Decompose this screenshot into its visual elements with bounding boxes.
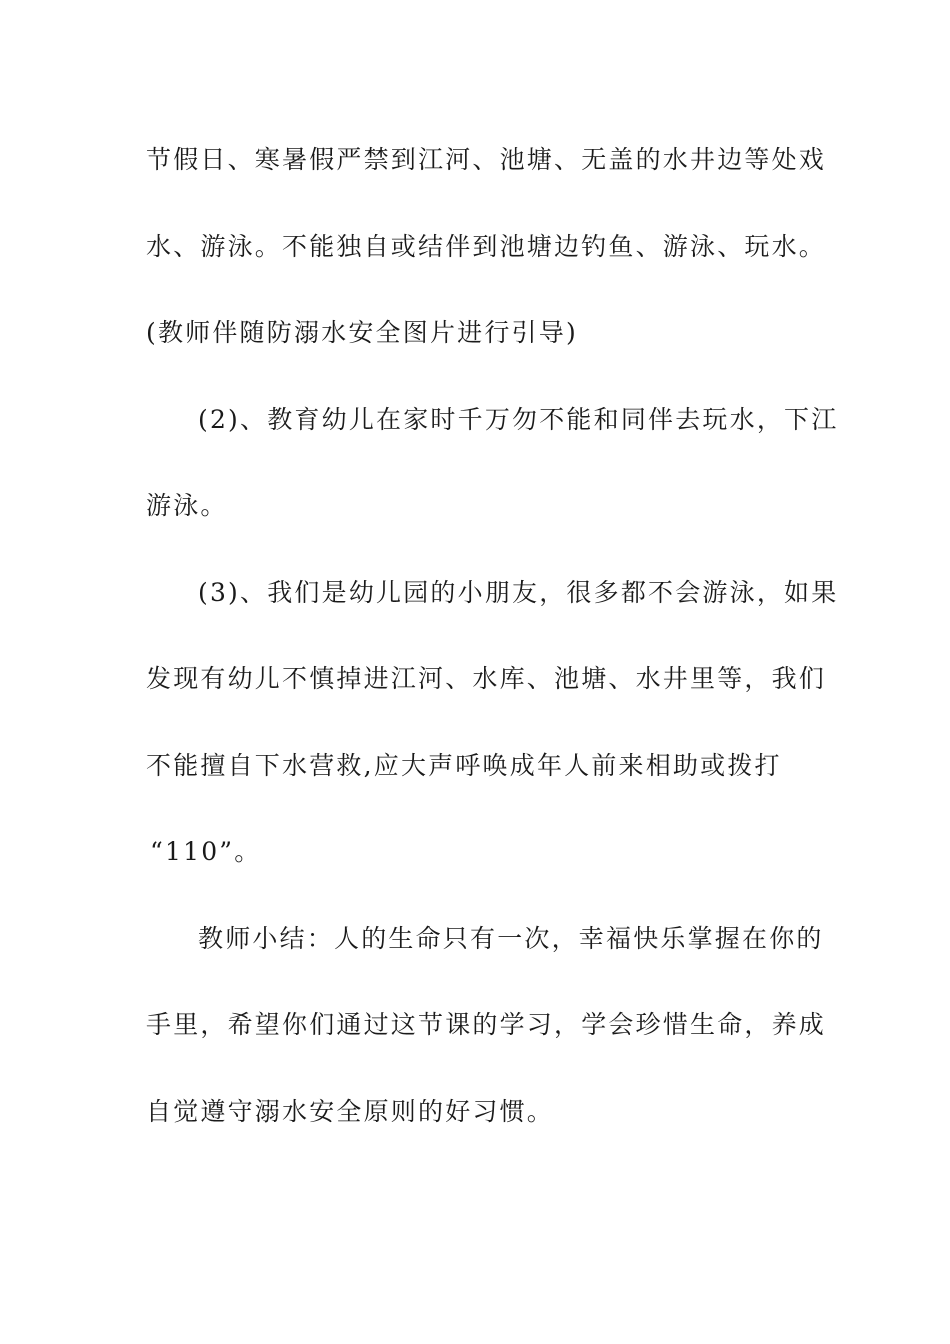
paragraph-line: 发现有幼儿不慎掉进江河、水库、池塘、水井里等，我们 [146, 664, 827, 693]
paragraph-line: 自觉遵守溺水安全原则的好习惯。 [146, 1097, 555, 1126]
paragraph-line: 水、游泳。不能独自或结伴到池塘边钓鱼、游泳、玩水。 [146, 232, 827, 261]
paragraph-line: 教师小结：人的生命只有一次，幸福快乐掌握在你的 [198, 924, 824, 953]
paragraph-line: “110”。 [150, 837, 262, 866]
paragraph-line: (教师伴随防溺水安全图片进行引导) [146, 318, 578, 347]
paragraph-line: (2)、教育幼儿在家时千万勿不能和同伴去玩水，下江 [198, 405, 839, 434]
paragraph-line: 游泳。 [146, 491, 228, 520]
paragraph-line: (3)、我们是幼儿园的小朋友，很多都不会游泳，如果 [198, 578, 839, 607]
paragraph-line: 不能擅自下水营救,应大声呼唤成年人前来相助或拨打 [146, 751, 782, 780]
paragraph-line: 节假日、寒暑假严禁到江河、池塘、无盖的水井边等处戏 [146, 145, 827, 174]
paragraph-line: 手里，希望你们通过这节课的学习，学会珍惜生命，养成 [146, 1010, 827, 1039]
